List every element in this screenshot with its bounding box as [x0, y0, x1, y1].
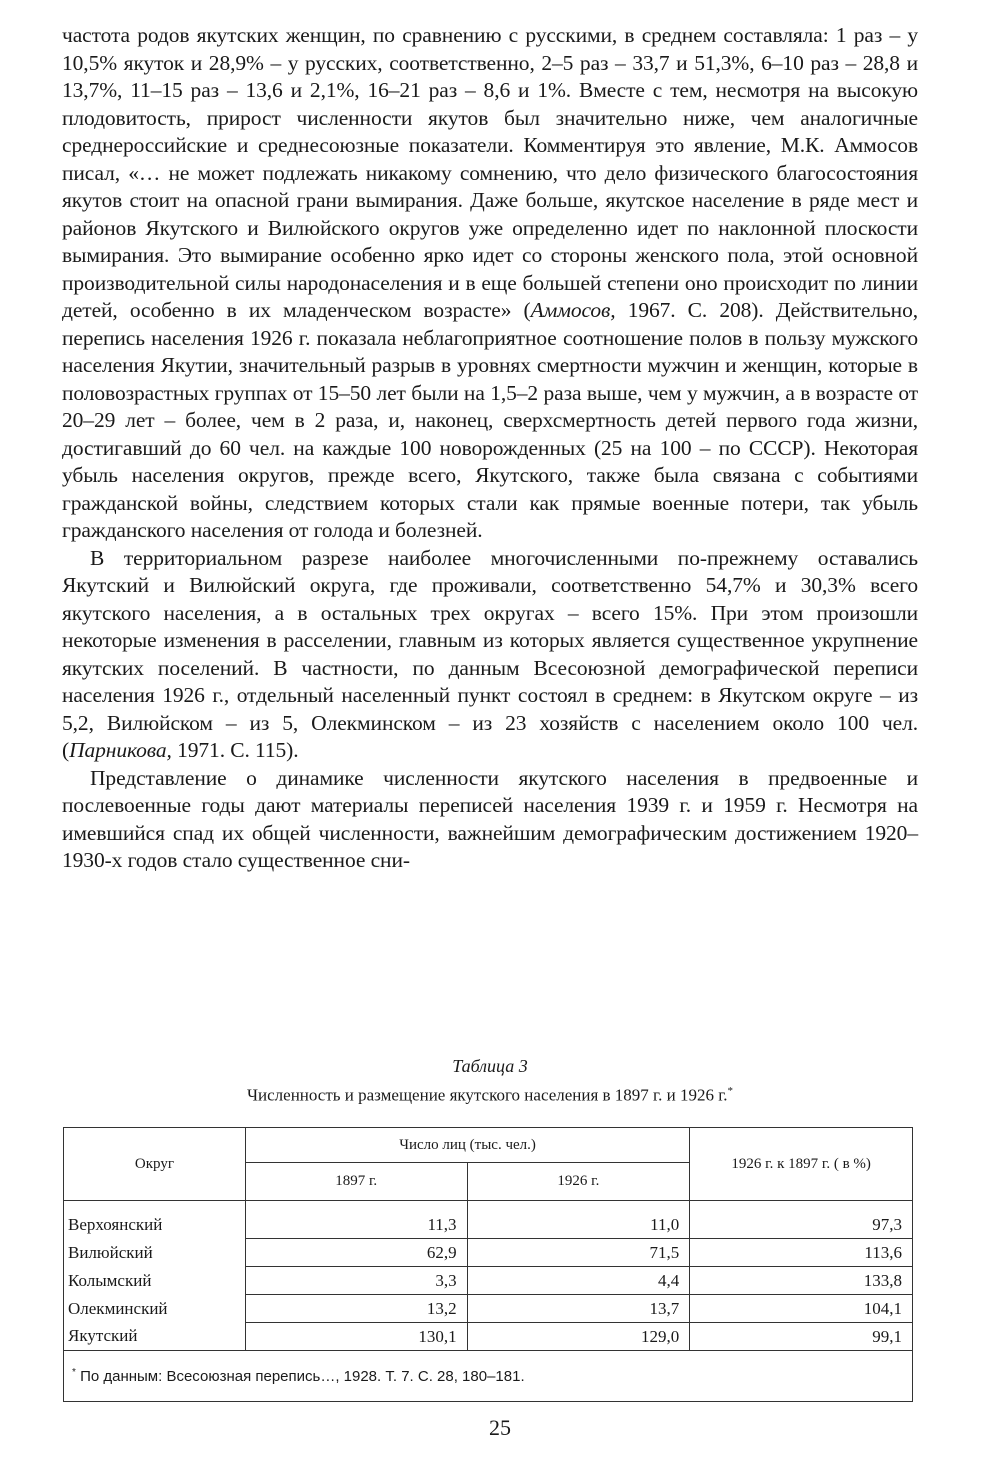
table-label: Таблица 3	[452, 1056, 528, 1076]
cell-1897: 13,2	[245, 1295, 467, 1323]
cell-ratio: 113,6	[690, 1239, 913, 1267]
header-count-group: Число лиц (тыс. чел.)	[245, 1128, 689, 1163]
footnote-text: По данным: Всесоюзная перепись…, 1928. Т. 7. С. 28, 180–181.	[75, 1368, 525, 1385]
cell-district: Колымский	[64, 1267, 246, 1295]
body-text	[62, 22, 918, 875]
header-year-1897: 1897 г.	[245, 1163, 467, 1201]
cell-1926: 11,0	[467, 1201, 690, 1239]
cell-1897: 130,1	[245, 1323, 467, 1351]
table-header-row-1	[64, 1128, 913, 1163]
table-title-text: Численность и размещение якутского населения в 1897 г. и 1926 г.	[246, 1085, 728, 1105]
table-body	[64, 1201, 913, 1351]
table-row	[64, 1267, 913, 1295]
paragraph-text: В территориальном разрезе наиболее многочисленными по-прежнему оставались Якутский и Вилюйский округа, где проживали, соответственно 54,7% и 30,3% всего якутского населения, а в остальных трех округах – всего 15%. При этом произошли некоторые изменения в расселении, главным из которых является существенное укрупнение якутских поселений. В частности, по данным Всесоюзной демографической переписи населения 1926 г., отдельный населенный пункт состоял в среднем: в Якутском округе – из 5,2, Вилюйском – из 5, Олекминском – из 23 хозяйств с населением около 100 чел. (	[62, 545, 918, 762]
cell-1926: 129,0	[467, 1323, 690, 1351]
table-row	[64, 1201, 913, 1239]
paragraph-text: 1967. С. 208). Действительно, перепись населения 1926 г. показала неблагоприятное соотношение полов в пользу мужского населения Якутии, значительный разрыв в уровнях смертности мужчин и женщин, которые в половозрастных группах от 15–50 лет были на 1,5–2 раза выше, чем у мужчин, а в возрасте от 20–29 лет – более, чем в 2 раза, и, наконец, сверхсмертность детей первого года жизни, достигавший до 60 чел. на каждые 100 новорожденных (25 на 100 – по СССР). Некоторая убыль населения округов, прежде всего, Якутского, также была связана с событиями гражданской войны, следствием которых стали как прямые военные потери, так убыль гражданского населения от голода и болезней.	[62, 298, 918, 542]
cell-1926: 4,4	[467, 1267, 690, 1295]
cell-ratio: 133,8	[690, 1267, 913, 1295]
header-ratio: 1926 г. к 1897 г. ( в %)	[690, 1128, 913, 1201]
table-title	[62, 1085, 918, 1106]
header-district: Округ	[64, 1128, 246, 1201]
population-table	[63, 1127, 913, 1402]
table-row	[64, 1239, 913, 1267]
table-title-footnote-mark: *	[727, 1085, 734, 1097]
cell-district: Якутский	[64, 1323, 246, 1351]
cell-1897: 3,3	[245, 1267, 467, 1295]
header-year-1926: 1926 г.	[467, 1163, 690, 1201]
paragraph-text: Представление о динамике численности якутского населения в предвоенные и послевоенные годы дают материалы переписей населения 1939 г. и 1959 г. Несмотря на имевшийся спад их общей численности, важнейшим демографическим достижением 1920–1930-х годов стало существенное сни-	[62, 765, 918, 872]
citation-author: Парникова,	[69, 738, 172, 762]
citation-author: Аммосов,	[530, 298, 616, 322]
table-footnote	[64, 1351, 913, 1402]
cell-1897: 11,3	[245, 1201, 467, 1239]
footnote-mark: *	[72, 1367, 76, 1378]
cell-district: Верхоянский	[64, 1201, 246, 1239]
table-row	[64, 1323, 913, 1351]
table-row	[64, 1295, 913, 1323]
table-footnote-row	[64, 1351, 913, 1402]
paragraph	[62, 545, 918, 765]
cell-ratio: 104,1	[690, 1295, 913, 1323]
cell-district: Вилюйский	[64, 1239, 246, 1267]
cell-ratio: 99,1	[690, 1323, 913, 1351]
cell-1926: 71,5	[467, 1239, 690, 1267]
cell-district: Олекминский	[64, 1295, 246, 1323]
paragraph-text: 1971. С. 115).	[171, 738, 299, 762]
cell-ratio: 97,3	[690, 1201, 913, 1239]
paragraph	[62, 22, 918, 545]
cell-1897: 62,9	[245, 1239, 467, 1267]
page-number: 25	[489, 1415, 511, 1440]
paragraph-text: частота родов якутских женщин, по сравнению с русскими, в среднем составляла: 1 раз – у 10,5% якуток и 28,9% – у русских, соответственно, 2–5 раз – 33,7 и 51,3%, 6–10 раз – 28,8 и 13,7%, 11–15 раз – 13,6 и 2,1%, 16–21 раз – 8,6 и 1%. Вместе с тем, несмотря на высокую плодовитость, прирост численности якутов был значительно ниже, чем аналогичные среднероссийские и среднесоюзные показатели. Комментируя это явление, М.К. Аммосов писал, «… не может подлежать никакому сомнению, что дело физического благосостояния якутов стоит на опасной грани вымирания. Даже больше, якутское население в ряде мест и районов Якутского и Вилюйского округов уже определенно идет по наклонной плоскости вымирания. Это вымирание особенно ярко идет со стороны женского пола, этой основной производительной силы народонаселения и в еще большей степени оно происходит по линии детей, особенно в их младенческом возрасте» (	[62, 23, 918, 322]
cell-1926: 13,7	[467, 1295, 690, 1323]
paragraph	[62, 765, 918, 875]
